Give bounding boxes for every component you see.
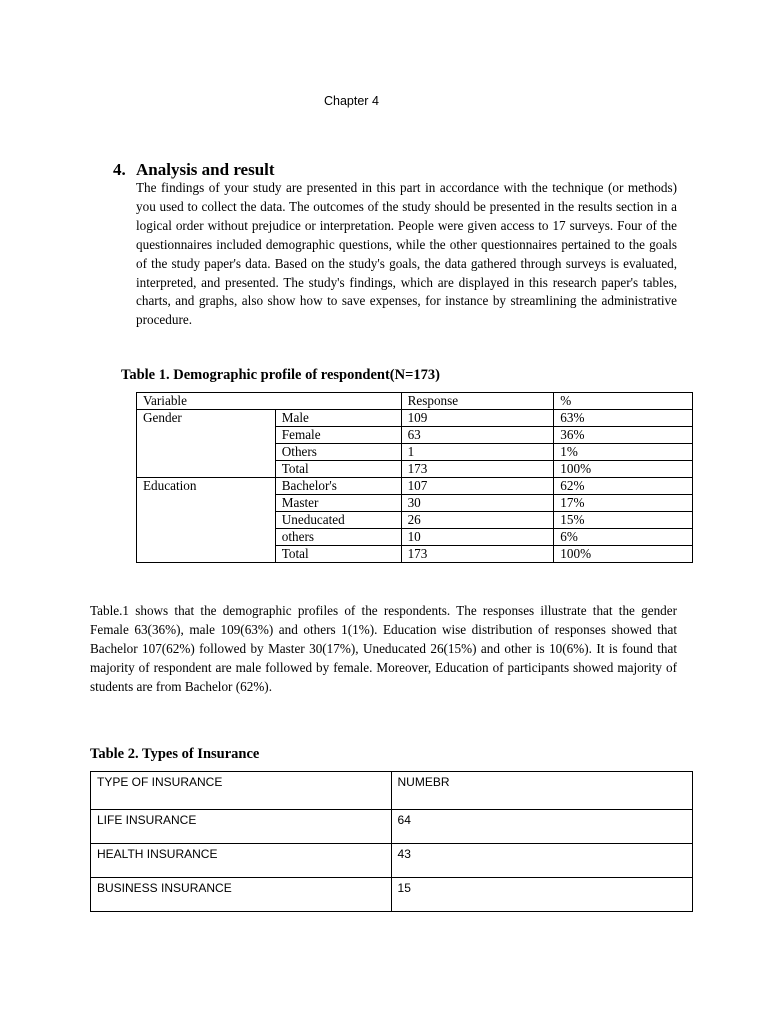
response-cell: 107 <box>401 478 554 495</box>
section-title: Analysis and result <box>136 160 275 179</box>
header-type: TYPE OF INSURANCE <box>91 772 392 810</box>
percent-cell: 36% <box>554 427 693 444</box>
category-cell: Total <box>275 546 401 563</box>
category-cell: Master <box>275 495 401 512</box>
table-row <box>137 478 693 495</box>
category-cell: others <box>275 529 401 546</box>
category-cell: Female <box>275 427 401 444</box>
percent-cell: 15% <box>554 512 693 529</box>
category-cell: Male <box>275 410 401 427</box>
variable-gender: Gender <box>137 410 276 478</box>
variable-education: Education <box>137 478 276 563</box>
number-cell: 43 <box>391 844 692 878</box>
type-cell: BUSINESS INSURANCE <box>91 878 392 912</box>
table-header-row <box>137 393 693 410</box>
demographic-table <box>136 392 693 563</box>
insurance-table <box>90 771 693 912</box>
response-cell: 26 <box>401 512 554 529</box>
header-percent: % <box>554 393 693 410</box>
percent-cell: 63% <box>554 410 693 427</box>
response-cell: 109 <box>401 410 554 427</box>
table-row <box>137 410 693 427</box>
category-cell: Uneducated <box>275 512 401 529</box>
header-variable: Variable <box>137 393 402 410</box>
percent-cell: 100% <box>554 546 693 563</box>
chapter-title: Chapter 4 <box>324 94 379 108</box>
response-cell: 10 <box>401 529 554 546</box>
category-cell: Total <box>275 461 401 478</box>
percent-cell: 17% <box>554 495 693 512</box>
section-heading <box>113 160 275 180</box>
table-row <box>91 810 693 844</box>
intro-paragraph: The findings of your study are presented in this part in accordance with the technique (or methods) you used to collect the data. The outcomes of the study should be presented in the results section in a logical order without prejudice or interpretation. People were given access to 17 surveys. Four of the questionnaires included demographic questions, while the other questionnaires pertained to the goals of the study paper's data. Based on the study's goals, the data gathered through surveys is evaluated, interpreted, and presented. The study's findings, which are displayed in this research paper's tables, charts, and graphs, also show how to save expenses, for instance by streamlining the administrative procedure. <box>136 180 677 328</box>
table1-caption: Table 1. Demographic profile of respondent(N=173) <box>121 367 440 383</box>
response-cell: 63 <box>401 427 554 444</box>
response-cell: 173 <box>401 461 554 478</box>
category-cell: Bachelor's <box>275 478 401 495</box>
summary-paragraph: Table.1 shows that the demographic profiles of the respondents. The responses illustrate that the gender Female 63(36%), male 109(63%) and others 1(1%). Education wise distribution of responses showed that Bachelor 107(62%) followed by Master 30(17%), Uneducated 26(15%) and other is 10(6%). It is found that majority of respondent are male followed by female. Moreover, Education of participants showed majority of students are from Bachelor (62%). <box>90 603 677 694</box>
response-cell: 1 <box>401 444 554 461</box>
type-cell: HEALTH INSURANCE <box>91 844 392 878</box>
category-cell: Others <box>275 444 401 461</box>
section-number: 4. <box>113 160 126 179</box>
number-cell: 15 <box>391 878 692 912</box>
response-cell: 173 <box>401 546 554 563</box>
response-cell: 30 <box>401 495 554 512</box>
table2-caption: Table 2. Types of Insurance <box>90 746 260 762</box>
header-number: NUMEBR <box>391 772 692 810</box>
percent-cell: 6% <box>554 529 693 546</box>
percent-cell: 62% <box>554 478 693 495</box>
number-cell: 64 <box>391 810 692 844</box>
table-row <box>91 844 693 878</box>
percent-cell: 1% <box>554 444 693 461</box>
percent-cell: 100% <box>554 461 693 478</box>
table-row <box>91 878 693 912</box>
header-response: Response <box>401 393 554 410</box>
table-header-row <box>91 772 693 810</box>
type-cell: LIFE INSURANCE <box>91 810 392 844</box>
